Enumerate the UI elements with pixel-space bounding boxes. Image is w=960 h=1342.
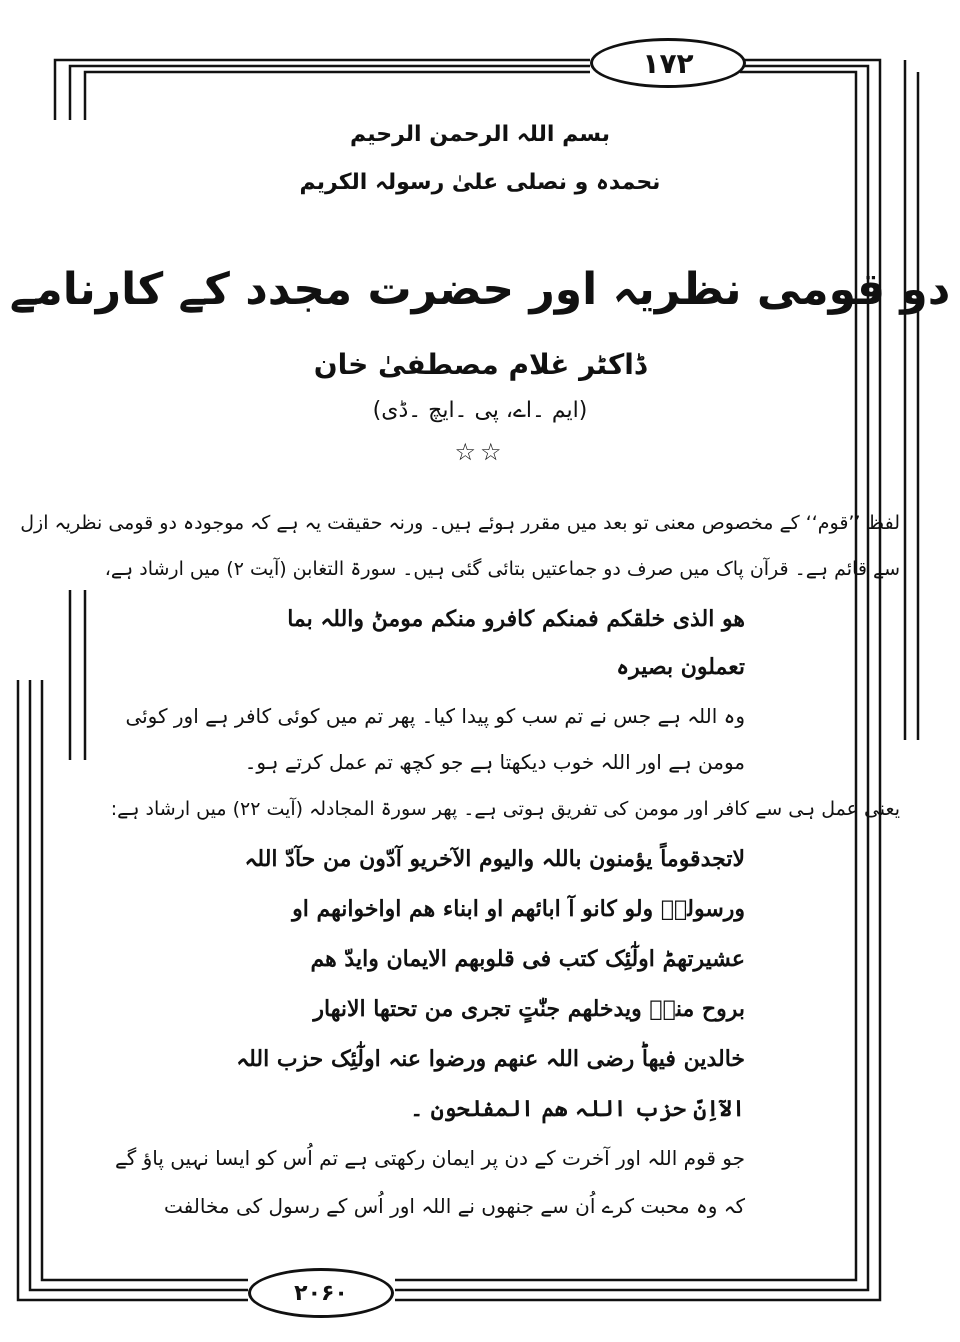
intro-line: لفظ ’’قوم‘‘ کے مخصوص معنی تو بعد میں مقرر ہوئے ہیں۔ ورنہ حقیقت یہ ہے کہ موجودہ دو قومی نظریہ ازل bbox=[20, 512, 900, 534]
ayah-line: الآاِنّ حزب اللہ ھم المفلحون ۔ bbox=[410, 1096, 745, 1122]
ayah-line: ورسولہٗ ولو کانو آ ابائھم او ابناء ھم اواخوانھم او bbox=[292, 896, 745, 922]
ayah-line: تعملون بصیرہ bbox=[616, 654, 745, 680]
translation-line: کہ وہ محبت کرے اُن سے جنھوں نے اللہ اور اُس کے رسول کی مخالفت bbox=[164, 1194, 745, 1218]
bridge-line: یعنی عمل ہی سے کافر اور مومن کی تفریق ہوتی ہے۔ پھر سورۃ المجادلہ (آیت ۲۲) میں ارشاد ہے: bbox=[110, 798, 900, 820]
ayah-line: ھو الذی خلقکم فمنکم کافرو منکم مومنؕ واللہ بما bbox=[287, 606, 745, 632]
intro-line: سے قائم ہے۔ قرآن پاک میں صرف دو جماعتیں بتائی گئی ہیں۔ سورۃ التغابن (آیت ۲) میں ارشاد ہے، bbox=[104, 558, 900, 580]
author-name: ڈاکٹر غلام مصطفیٰ خان bbox=[313, 348, 647, 381]
author-degree: (ایم ۔اے، پی ۔ایچ ۔ڈی) bbox=[372, 398, 588, 423]
translation-line: جو قوم اللہ اور آخرت کے دن پر ایمان رکھتی ہے تم اُس کو ایسا نہیں پاؤ گے bbox=[115, 1146, 745, 1170]
ayah-line: لاتجدقوماً یؤمنون باللہ والیوم الآخریو آدّون من حآدّ اللہ bbox=[244, 846, 745, 872]
ayah-line: خالدین فیھاؕ رضی اللہ عنھم ورضوا عنہ اولٰٓئِک حزب اللہ bbox=[236, 1046, 745, 1072]
bismillah: بسم اللہ الرحمن الرحیم bbox=[349, 122, 610, 147]
page-number-top: ۱۷۲ bbox=[590, 38, 746, 88]
ayah-line: عشیرتھمؕ اولٰٓئِک کتب فی قلوبھم الایمان وایدّ ھم bbox=[310, 946, 745, 972]
hamd: نحمدہ و نصلی علیٰ رسولہ الکریم bbox=[299, 170, 661, 195]
ayah-line: بروح منہؕ ویدخلھم جنّٰتٍ تجری من تحتھا الانھار bbox=[313, 996, 745, 1022]
article-title: دو قومی نظریہ اور حضرت مجدد کے کارنامے bbox=[9, 264, 951, 315]
star-divider: ☆☆ bbox=[454, 438, 506, 466]
page-number-bottom: ۲۰۶۰ bbox=[248, 1268, 394, 1318]
translation-line: مومن ہے اور اللہ خوب دیکھتا ہے جو کچھ تم عمل کرتے ہو۔ bbox=[244, 750, 745, 774]
translation-line: وہ اللہ ہے جس نے تم سب کو پیدا کیا۔ پھر تم میں کوئی کافر ہے اور کوئی bbox=[125, 704, 745, 728]
